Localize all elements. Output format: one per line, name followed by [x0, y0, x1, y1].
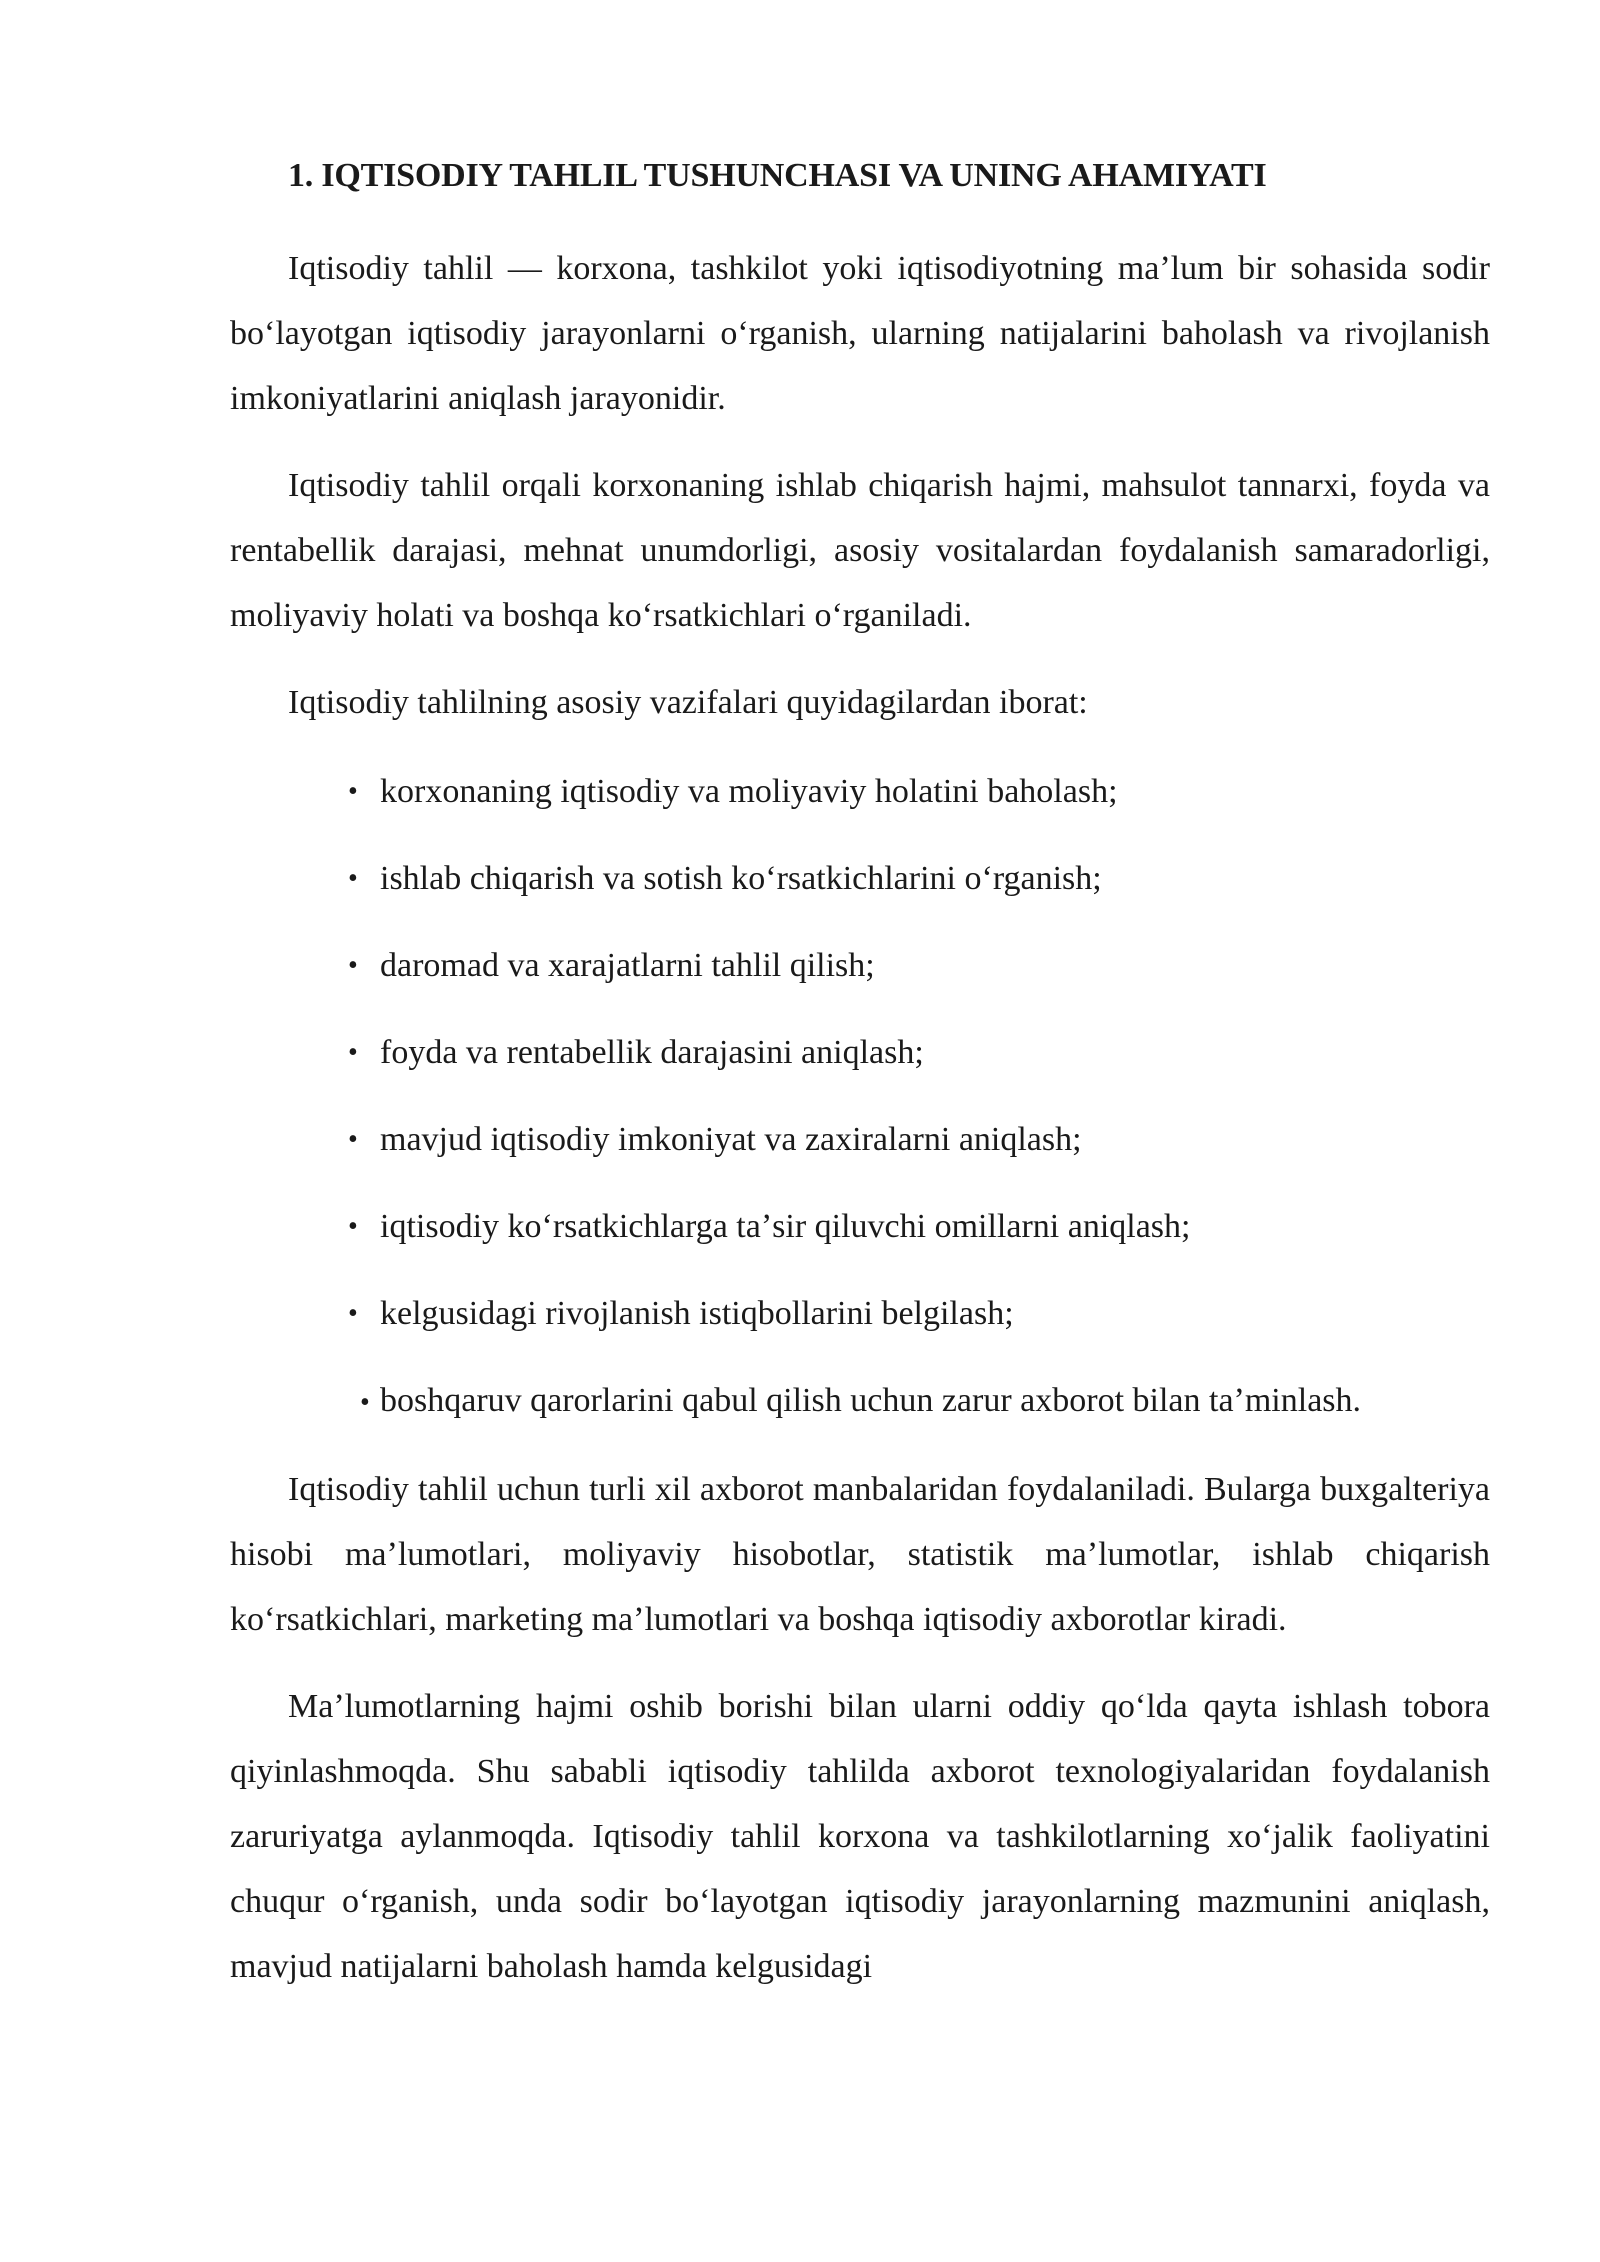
list-item: • boshqaruv qarorlarini qabul qilish uchun zarur axborot bilan taʼminlash.: [360, 1382, 1362, 1419]
bullet-icon: •: [348, 950, 358, 981]
tasks-list: [230, 759, 1490, 1435]
list-item-text: korxonaning iqtisodiy va moliyaviy holatini baholash;: [380, 773, 1118, 810]
list-item: [348, 846, 1490, 911]
indicators-paragraph: Iqtisodiy tahlil orqali korxonaning ishlab chiqarish hajmi, mahsulot tannarxi, foyda va rentabellik darajasi, mehnat unumdorligi, asosiy vositalardan foydalanish samaradorligi, moliyaviy holati va boshqa koʻrsatkichlari oʻrganiladi.: [230, 467, 1490, 634]
list-item-text: foyda va rentabellik darajasini aniqlash;: [380, 1034, 924, 1071]
list-item-text: daromad va xarajatlarni tahlil qilish;: [380, 947, 875, 984]
list-item-text: iqtisodiy koʻrsatkichlarga taʼsir qiluvchi omillarni aniqlash;: [380, 1208, 1191, 1245]
bullet-icon: •: [348, 1298, 358, 1329]
list-item: [348, 1194, 1490, 1259]
list-item: [348, 1281, 1490, 1346]
bullet-icon: •: [348, 776, 358, 807]
section-heading: 1. IQTISODIY TAHLIL TUSHUNCHASI VA UNING AHAMIYATI: [288, 157, 1267, 194]
tasks-intro-paragraph: Iqtisodiy tahlilning asosiy vazifalari quyidagilardan iborat:: [288, 684, 1088, 721]
bullet-icon: •: [348, 1211, 358, 1242]
list-item-text: boshqaruv qarorlarini qabul qilish uchun zarur axborot bilan taʼminlash.: [380, 1382, 1362, 1419]
list-item-text: kelgusidagi rivojlanish istiqbollarini belgilash;: [380, 1295, 1014, 1332]
bullet-icon: •: [348, 1037, 358, 1068]
list-item: [348, 759, 1490, 824]
bullet-icon: •: [348, 863, 358, 894]
sources-paragraph: Iqtisodiy tahlil uchun turli xil axborot manbalaridan foydalaniladi. Bularga buxgalteriya hisobi maʼlumotlari, moliyaviy hisobotlar, statistik maʼlumotlar, ishlab chiqarish koʻrsatkichlari, marketing maʼlumotlari va boshqa iqtisodiy axborotlar kiradi.: [230, 1471, 1490, 1638]
list-item: [348, 1020, 1490, 1085]
definition-paragraph: Iqtisodiy tahlil — korxona, tashkilot yoki iqtisodiyotning maʼlum bir sohasida sodir boʻlayotgan iqtisodiy jarayonlarni oʻrganish, ularning natijalarini baholash va rivojlanish imkoniyatlarini aniqlash jarayonidir.: [230, 250, 1490, 417]
list-item: [348, 1107, 1490, 1172]
list-item-text: mavjud iqtisodiy imkoniyat va zaxiralarni aniqlash;: [380, 1121, 1082, 1158]
page-content: [230, 150, 1490, 2021]
list-item-text: ishlab chiqarish va sotish koʻrsatkichlarini oʻrganish;: [380, 860, 1102, 897]
list-item: [348, 933, 1490, 998]
technology-paragraph: Maʼlumotlarning hajmi oshib borishi bilan ularni oddiy qoʻlda qayta ishlash tobora qiyinlashmoqda. Shu sababli iqtisodiy tahlilda axborot texnologiyalaridan foydalanish zaruriyatga aylanmoqda. Iqtisodiy tahlil korxona va tashkilotlarning xoʻjalik faoliyatini chuqur oʻrganish, unda sodir boʻlayotgan iqtisodiy jarayonlarning mazmunini aniqlash, mavjud natijalarni baholash hamda kelgusidagi: [230, 1688, 1490, 1985]
bullet-icon: •: [348, 1124, 358, 1155]
